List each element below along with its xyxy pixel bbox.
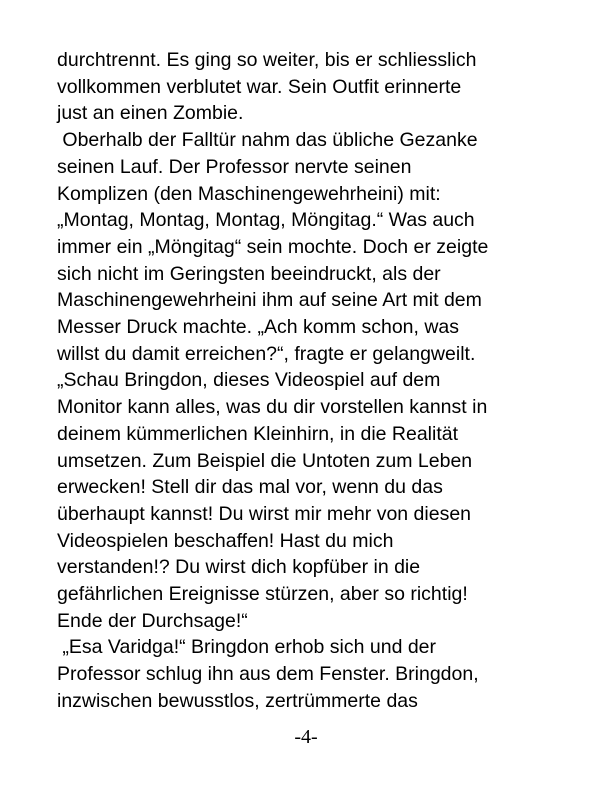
- text-line: „Montag, Montag, Montag, Möngitag.“ Was auch: [57, 209, 475, 232]
- text-line: Oberhalb der Falltür nahm das übliche Gezanke: [57, 129, 478, 152]
- text-line: just an einen Zombie.: [57, 102, 244, 125]
- text-line: Ende der Durchsage!“: [57, 609, 248, 632]
- text-line: Monitor kann alles, was du dir vorstellen kannst in: [57, 396, 488, 419]
- text-line: gefährlichen Ereignisse stürzen, aber so richtig!: [57, 583, 468, 606]
- text-line: inzwischen bewusstlos, zertrümmerte das: [57, 689, 418, 712]
- text-line: Maschinengewehrheini ihm auf seine Art mit dem: [57, 289, 482, 312]
- text-line: umsetzen. Zum Beispiel die Untoten zum Leben: [57, 449, 473, 472]
- text-line: Messer Druck machte. „Ach komm schon, was: [57, 316, 460, 339]
- text-line: seinen Lauf. Der Professor nervte seinen: [57, 155, 412, 178]
- text-line: immer ein „Möngitag“ sein mochte. Doch er zeigte: [57, 235, 489, 258]
- text-line: deinem kümmerlichen Kleinhirn, in die Realität: [57, 422, 459, 445]
- text-line: willst du damit erreichen?“, fragte er gelangweilt.: [57, 342, 476, 365]
- body-text: [57, 47, 577, 715]
- text-line: erwecken! Stell dir das mal vor, wenn du das: [57, 476, 443, 499]
- text-line: „Esa Varidga!“ Bringdon erhob sich und der: [57, 636, 437, 659]
- text-line: vollkommen verblutet war. Sein Outfit erinnerte: [57, 75, 462, 98]
- text-line: Videospielen beschaffen! Hast du mich: [57, 529, 394, 552]
- text-line: „Schau Bringdon, dieses Videospiel auf dem: [57, 369, 441, 392]
- text-line: verstanden!? Du wirst dich kopfüber in die: [57, 556, 421, 579]
- text-line: überhaupt kannst! Du wirst mir mehr von diesen: [57, 502, 472, 525]
- text-line: Komplizen (den Maschinengewehrheini) mit:: [57, 182, 441, 205]
- text-line: Professor schlug ihn aus dem Fenster. Bringdon,: [57, 663, 479, 686]
- page-number: -4-: [294, 726, 318, 748]
- text-line: durchtrennt. Es ging so weiter, bis er schliesslich: [57, 49, 477, 71]
- text-line: sich nicht im Geringsten beeindruckt, als der: [57, 262, 441, 285]
